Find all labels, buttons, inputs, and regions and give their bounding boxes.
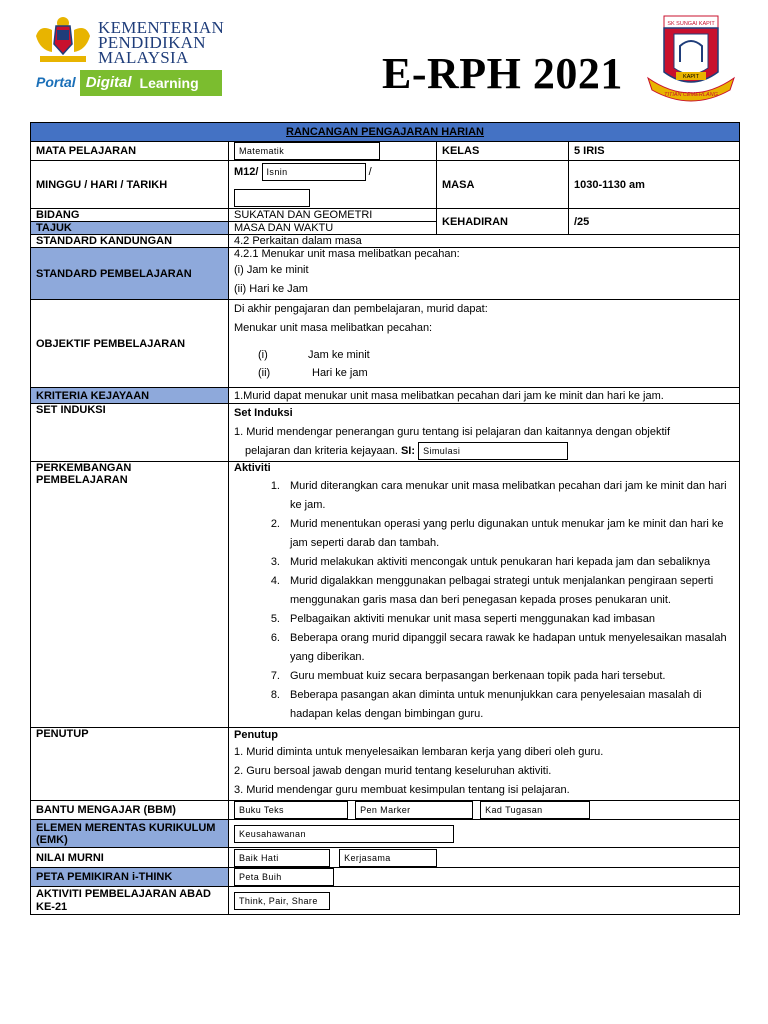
item-num: 1. xyxy=(270,480,280,492)
value-standard-kandungan: 4.2 Perkaitan dalam masa xyxy=(229,235,740,248)
field-si[interactable]: Simulasi xyxy=(418,442,568,460)
item-num: 8. xyxy=(270,689,280,701)
row-set-induksi xyxy=(31,404,740,462)
kpm-line-2: PENDIDIKAN xyxy=(98,33,206,52)
label-abad21: AKTIVITI PEMBELAJARAN ABAD KE-21 xyxy=(31,887,229,915)
school-badge-logo xyxy=(644,12,738,108)
set-induksi-line-2: pelajaran dan kriteria kejayaan. xyxy=(245,445,398,457)
row-perkembangan xyxy=(31,462,740,728)
badge-town: KAPIT xyxy=(683,74,699,80)
field-ithink[interactable]: Peta Buih xyxy=(234,868,334,886)
value-tajuk: MASA DAN WAKTU xyxy=(229,222,437,235)
value-standard-pembelajaran xyxy=(229,248,740,300)
penutup-line-3: 3. Murid mendengar guru membuat kesimpulan tentang isi pelajaran. xyxy=(234,784,570,796)
row-abad21 xyxy=(31,887,740,915)
kpm-crest-logo xyxy=(30,16,96,66)
field-mata-pelajaran[interactable]: Matematik xyxy=(234,142,380,160)
label-bbm: BANTU MENGAJAR (BBM) xyxy=(31,801,229,820)
label-kehadiran: KEHADIRAN xyxy=(437,209,569,235)
item-text: Beberapa orang murid dipanggil secara rawak ke hadapan untuk menyelesaikan masalah yang diberikan. xyxy=(290,632,727,663)
cell-mata-pelajaran xyxy=(229,142,437,161)
label-emk: ELEMEN MERENTAS KURIKULUM (EMK) xyxy=(31,820,229,848)
cell-minggu xyxy=(229,161,437,209)
list-item xyxy=(234,667,734,686)
value-masa: 1030-1130 am xyxy=(569,161,740,209)
label-objektif: OBJEKTIF PEMBELAJARAN xyxy=(31,300,229,388)
label-tajuk: TAJUK xyxy=(31,222,229,235)
value-bbm xyxy=(229,801,740,820)
item-text: Murid menentukan operasi yang perlu digunakan untuk menukar jam ke minit dan hari ke jam seperti darab dan tambah. xyxy=(290,518,724,549)
item-num: 5. xyxy=(270,613,280,625)
kpm-wordmark xyxy=(98,20,224,65)
label-standard-kandungan: STANDARD KANDUNGAN xyxy=(31,235,229,248)
row-bidang xyxy=(31,209,740,222)
value-set-induksi xyxy=(229,404,740,462)
learning-word: Learning xyxy=(138,70,222,96)
penutup-heading: Penutup xyxy=(234,729,278,741)
label-masa: MASA xyxy=(437,161,569,209)
perkembangan-heading: Aktiviti xyxy=(234,462,271,474)
item-text: Murid diterangkan cara menukar unit masa melibatkan pecahan dari jam ke minit dan hari ke jam. xyxy=(290,480,727,511)
penutup-line-2: 2. Guru bersoal jawab dengan murid tentang keseluruhan aktiviti. xyxy=(234,765,552,777)
badge-motto: TITIAN CEMERLANG xyxy=(664,92,718,98)
objektif-item-text: Jam ke minit xyxy=(308,349,370,361)
item-num: 4. xyxy=(270,575,280,587)
label-kriteria: KRITERIA KEJAYAAN xyxy=(31,388,229,404)
portal-digital-learning-logo xyxy=(34,70,222,96)
row-bbm xyxy=(31,801,740,820)
list-item xyxy=(234,515,734,553)
value-ithink xyxy=(229,868,740,887)
list-item xyxy=(234,629,734,667)
label-kelas: KELAS xyxy=(437,142,569,161)
row-penutup xyxy=(31,728,740,801)
row-mata-pelajaran xyxy=(31,142,740,161)
minggu-separator: / xyxy=(368,165,372,178)
table-title: RANCANGAN PENGAJARAN HARIAN xyxy=(31,123,740,142)
objektif-intro: Di akhir pengajaran dan pembelajaran, murid dapat: xyxy=(234,303,488,315)
field-bbm-1[interactable]: Buku Teks xyxy=(234,801,348,819)
label-mata-pelajaran: MATA PELAJARAN xyxy=(31,142,229,161)
item-text: Murid melakukan aktiviti mencongak untuk penukaran hari kepada jam dan sebaliknya xyxy=(290,556,711,568)
row-nilai xyxy=(31,848,740,868)
row-emk xyxy=(31,820,740,848)
value-emk xyxy=(229,820,740,848)
value-kriteria: 1.Murid dapat menukar unit masa melibatkan pecahan dari jam ke minit dan hari ke jam. xyxy=(229,388,740,404)
badge-school-name: SK SUNGAI KAPIT xyxy=(667,21,715,27)
item-text: Murid digalakkan menggunakan pelbagai strategi untuk menjalankan pengiraan seperti menggunakan garis masa dan beri penegasan kepada proses penukaran unit. xyxy=(290,575,714,606)
field-bbm-3[interactable]: Kad Tugasan xyxy=(480,801,590,819)
label-perkembangan: PERKEMBANGAN PEMBELAJARAN xyxy=(31,462,229,728)
list-item xyxy=(234,477,734,515)
value-minggu: M12/ xyxy=(234,165,259,178)
list-item xyxy=(234,610,734,629)
value-perkembangan xyxy=(229,462,740,728)
penutup-line-1: 1. Murid diminta untuk menyelesaikan lembaran kerja yang diberi oleh guru. xyxy=(234,746,604,758)
value-objektif xyxy=(229,300,740,388)
value-kehadiran: /25 xyxy=(569,209,740,235)
list-item xyxy=(234,553,734,572)
value-kelas: 5 IRIS xyxy=(569,142,740,161)
row-objektif xyxy=(31,300,740,388)
table-title-row xyxy=(31,123,740,142)
field-nilai-1[interactable]: Baik Hati xyxy=(234,849,330,867)
row-minggu xyxy=(31,161,740,209)
rph-table xyxy=(30,122,740,915)
item-text: Guru membuat kuiz secara berpasangan berkenaan topik pada hari tersebut. xyxy=(290,670,666,682)
sp-line-1: 4.2.1 Menukar unit masa melibatkan pecahan: xyxy=(234,248,460,260)
field-tarikh[interactable] xyxy=(234,189,310,207)
digital-word: Digital xyxy=(80,70,138,96)
kpm-line-1: KEMENTERIAN xyxy=(98,18,225,37)
objektif-line: Menukar unit masa melibatkan pecahan: xyxy=(234,322,433,334)
row-standard-kandungan xyxy=(31,235,740,248)
aktiviti-list xyxy=(234,477,734,724)
portal-word: Portal xyxy=(34,70,80,96)
item-text: Beberapa pasangan akan diminta untuk menunjukkan cara penyelesaian masalah di hadapan kelas dengan bimbingan guru. xyxy=(290,689,702,720)
sp-line-3: (ii) Hari ke Jam xyxy=(234,283,308,295)
label-bidang: BIDANG xyxy=(31,209,229,222)
objektif-item xyxy=(234,346,734,364)
label-nilai: NILAI MURNI xyxy=(31,848,229,868)
label-set-induksi: SET INDUKSI xyxy=(31,404,229,462)
objektif-item-num: (ii) xyxy=(258,367,271,379)
item-num: 2. xyxy=(270,518,280,530)
label-minggu: MINGGU / HARI / TARIKH xyxy=(31,161,229,209)
label-ithink: PETA PEMIKIRAN i-THINK xyxy=(31,868,229,887)
item-text: Pelbagaikan aktiviti menukar unit masa seperti menggunakan kad imbasan xyxy=(290,613,656,625)
list-item xyxy=(234,572,734,610)
kpm-line-3: MALAYSIA xyxy=(98,48,189,67)
si-label: SI: xyxy=(400,445,415,457)
label-standard-pembelajaran: STANDARD PEMBELAJARAN xyxy=(31,248,229,300)
item-num: 6. xyxy=(270,632,280,644)
value-nilai xyxy=(229,848,740,868)
page-title: E-RPH 2021 xyxy=(382,49,623,98)
item-num: 3. xyxy=(270,556,280,568)
row-standard-pembelajaran xyxy=(31,248,740,300)
set-induksi-heading: Set Induksi xyxy=(234,407,293,419)
item-num: 7. xyxy=(270,670,280,682)
list-item xyxy=(234,686,734,724)
value-penutup xyxy=(229,728,740,801)
objektif-item xyxy=(234,364,734,382)
field-nilai-2[interactable]: Kerjasama xyxy=(339,849,437,867)
row-kriteria xyxy=(31,388,740,404)
set-induksi-line-1: 1. Murid mendengar penerangan guru tentang isi pelajaran dan kaitannya dengan objektif xyxy=(234,426,671,438)
objektif-item-text: Hari ke jam xyxy=(312,367,368,379)
value-abad21 xyxy=(229,887,740,915)
row-ithink xyxy=(31,868,740,887)
field-hari[interactable]: Isnin xyxy=(262,163,366,181)
label-penutup: PENUTUP xyxy=(31,728,229,801)
field-bbm-2[interactable]: Pen Marker xyxy=(355,801,473,819)
value-bidang: SUKATAN DAN GEOMETRI xyxy=(229,209,437,222)
field-abad21[interactable]: Think, Pair, Share xyxy=(234,892,330,910)
field-emk[interactable]: Keusahawanan xyxy=(234,825,454,843)
sp-line-2: (i) Jam ke minit xyxy=(234,264,309,276)
objektif-item-num: (i) xyxy=(258,349,268,361)
